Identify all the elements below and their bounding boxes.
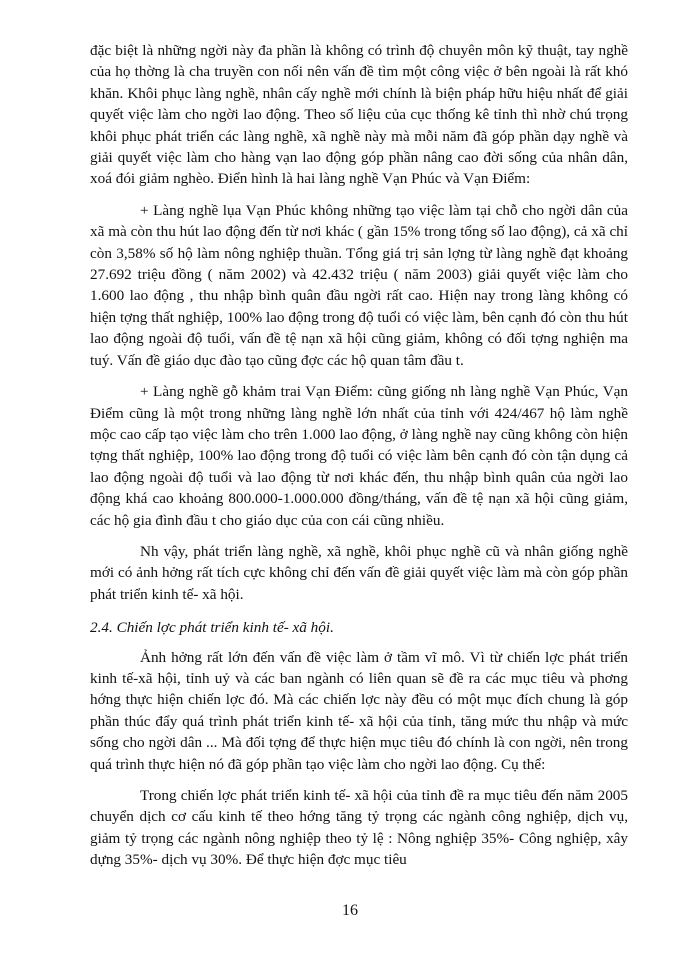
paragraph-conclusion: Nh vậy, phát triển làng nghề, xã nghề, khôi phục nghề cũ và nhân giống nghề mới có ảnh hởng rất tích cực không chỉ đến vấn đề giải quyết việc làm mà còn góp phần phát triển kinh tế- xã hội. — [90, 542, 628, 603]
paragraph-van-diem-wood: + Làng nghề gỗ khảm trai Vạn Điểm: cũng giống nh làng nghề Vạn Phúc, Vạn Điểm cũng là một trong những làng nghề lớn nhất của tỉnh với 424/467 hộ làm nghề mộc cao cấp tạo việc làm cho trên 1.000 lao động, ở làng nghề nay cũng không còn hiện tợng thất nghiệp, 100% lao động trong độ tuổi có việc làm bên cạnh đó còn tận dụng cả lao động ngoài độ tuổi và lao động từ nơi khác đến, thu nhập bình quân của ngời lao động khá cao khoảng 800.000-1.000.000 đồng/tháng, vấn đề tệ nạn xã hội cũng giảm, các hộ gia đình đầu t cho giáo dục của con cái cũng nhiều. — [90, 383, 628, 529]
paragraph-strategy-impact: Ảnh hởng rất lớn đến vấn đề việc làm ở tầm vĩ mô. Vì từ chiến lợc phát triển kinh tế-xã hội, tỉnh uỷ và các ban ngành có liên quan sẽ đề ra các mục tiêu và phơng hớng thực hiện chiến lợc đó. Mà các chiến lợc này đều có một mục đích chung là góp phần thúc đẩy quá trình phát triển kinh tế- xã hội của tỉnh, tăng mức thu nhập và mức sống cho ngời dân ... Mà đối tợng để thực hiện mục tiêu đó chính là con ngời, nên trong quá trình thực hiện nó đã góp phần tạo việc làm cho ngời lao động. Cụ thể: — [90, 648, 628, 773]
paragraph-craft-villages-intro: đặc biệt là những ngời này đa phần là không có trình độ chuyên môn kỹ thuật, tay nghề của họ thờng là cha truyền con nối nên vấn đề tìm một công việc ở bên ngoài là rất khó khăn. Khôi phục làng nghề, nhân cấy nghề mới chính là biện pháp hữu hiệu nhất để giải quyết việc làm cho ngời lao động. Theo số liệu của cục thống kê tỉnh thì nhờ chú trọng khôi phục phát triển các làng nghề, xã nghề này mà mỗi năm đã góp phần dạy nghề và giải quyết việc làm cho hàng vạn lao động góp phần nâng cao đời sống của nhân dân, xoá đói giảm nghèo. Điển hình là hai làng nghề Vạn Phúc và Vạn Điểm: — [90, 42, 628, 188]
page-number: 16 — [342, 902, 358, 919]
section-heading: 2.4. Chiến lợc phát triển kinh tế- xã hội. — [90, 619, 334, 637]
paragraph-strategy-target: Trong chiến lợc phát triển kinh tế- xã hội của tỉnh đề ra mục tiêu đến năm 2005 chuyển dịch cơ cấu kinh tế theo hớng tăng tỷ trọng các ngành công nghiệp, dịch vụ, giảm tỷ trọng các ngành nông nghiệp theo tỷ lệ : Nông nghiệp 35%- Công nghiệp, xây dựng 35%- dịch vụ 30%. Để thực hiện đợc mục tiêu — [90, 787, 628, 869]
paragraph-van-phuc-silk: + Làng nghề lụa Vạn Phúc không những tạo việc làm tại chỗ cho ngời dân của xã mà còn thu hút lao động đến từ nơi khác ( gần 15% trong tổng số lao động), cả xã chỉ còn 3,58% số hộ làm nông nghiệp thuần. Tổng giá trị sản lợng từ làng nghề đạt khoảng 27.692 triệu đồng ( năm 2002) và 42.432 triệu ( năm 2003) giải quyết việc làm cho 1.600 lao động , thu nhập bình quân đầu ngời rất cao. Hiện nay trong làng không có hiện tợng thất nghiệp, 100% lao động trong độ tuổi có việc làm, bên cạnh đó còn thu hút lao động ngoài độ tuổi, vấn đề tệ nạn xã hội cũng giảm, không có đối tợng nghiện ma tuý. Vấn đề giáo dục đào tạo cũng đợc các hộ quan tâm đầu t. — [90, 201, 628, 369]
